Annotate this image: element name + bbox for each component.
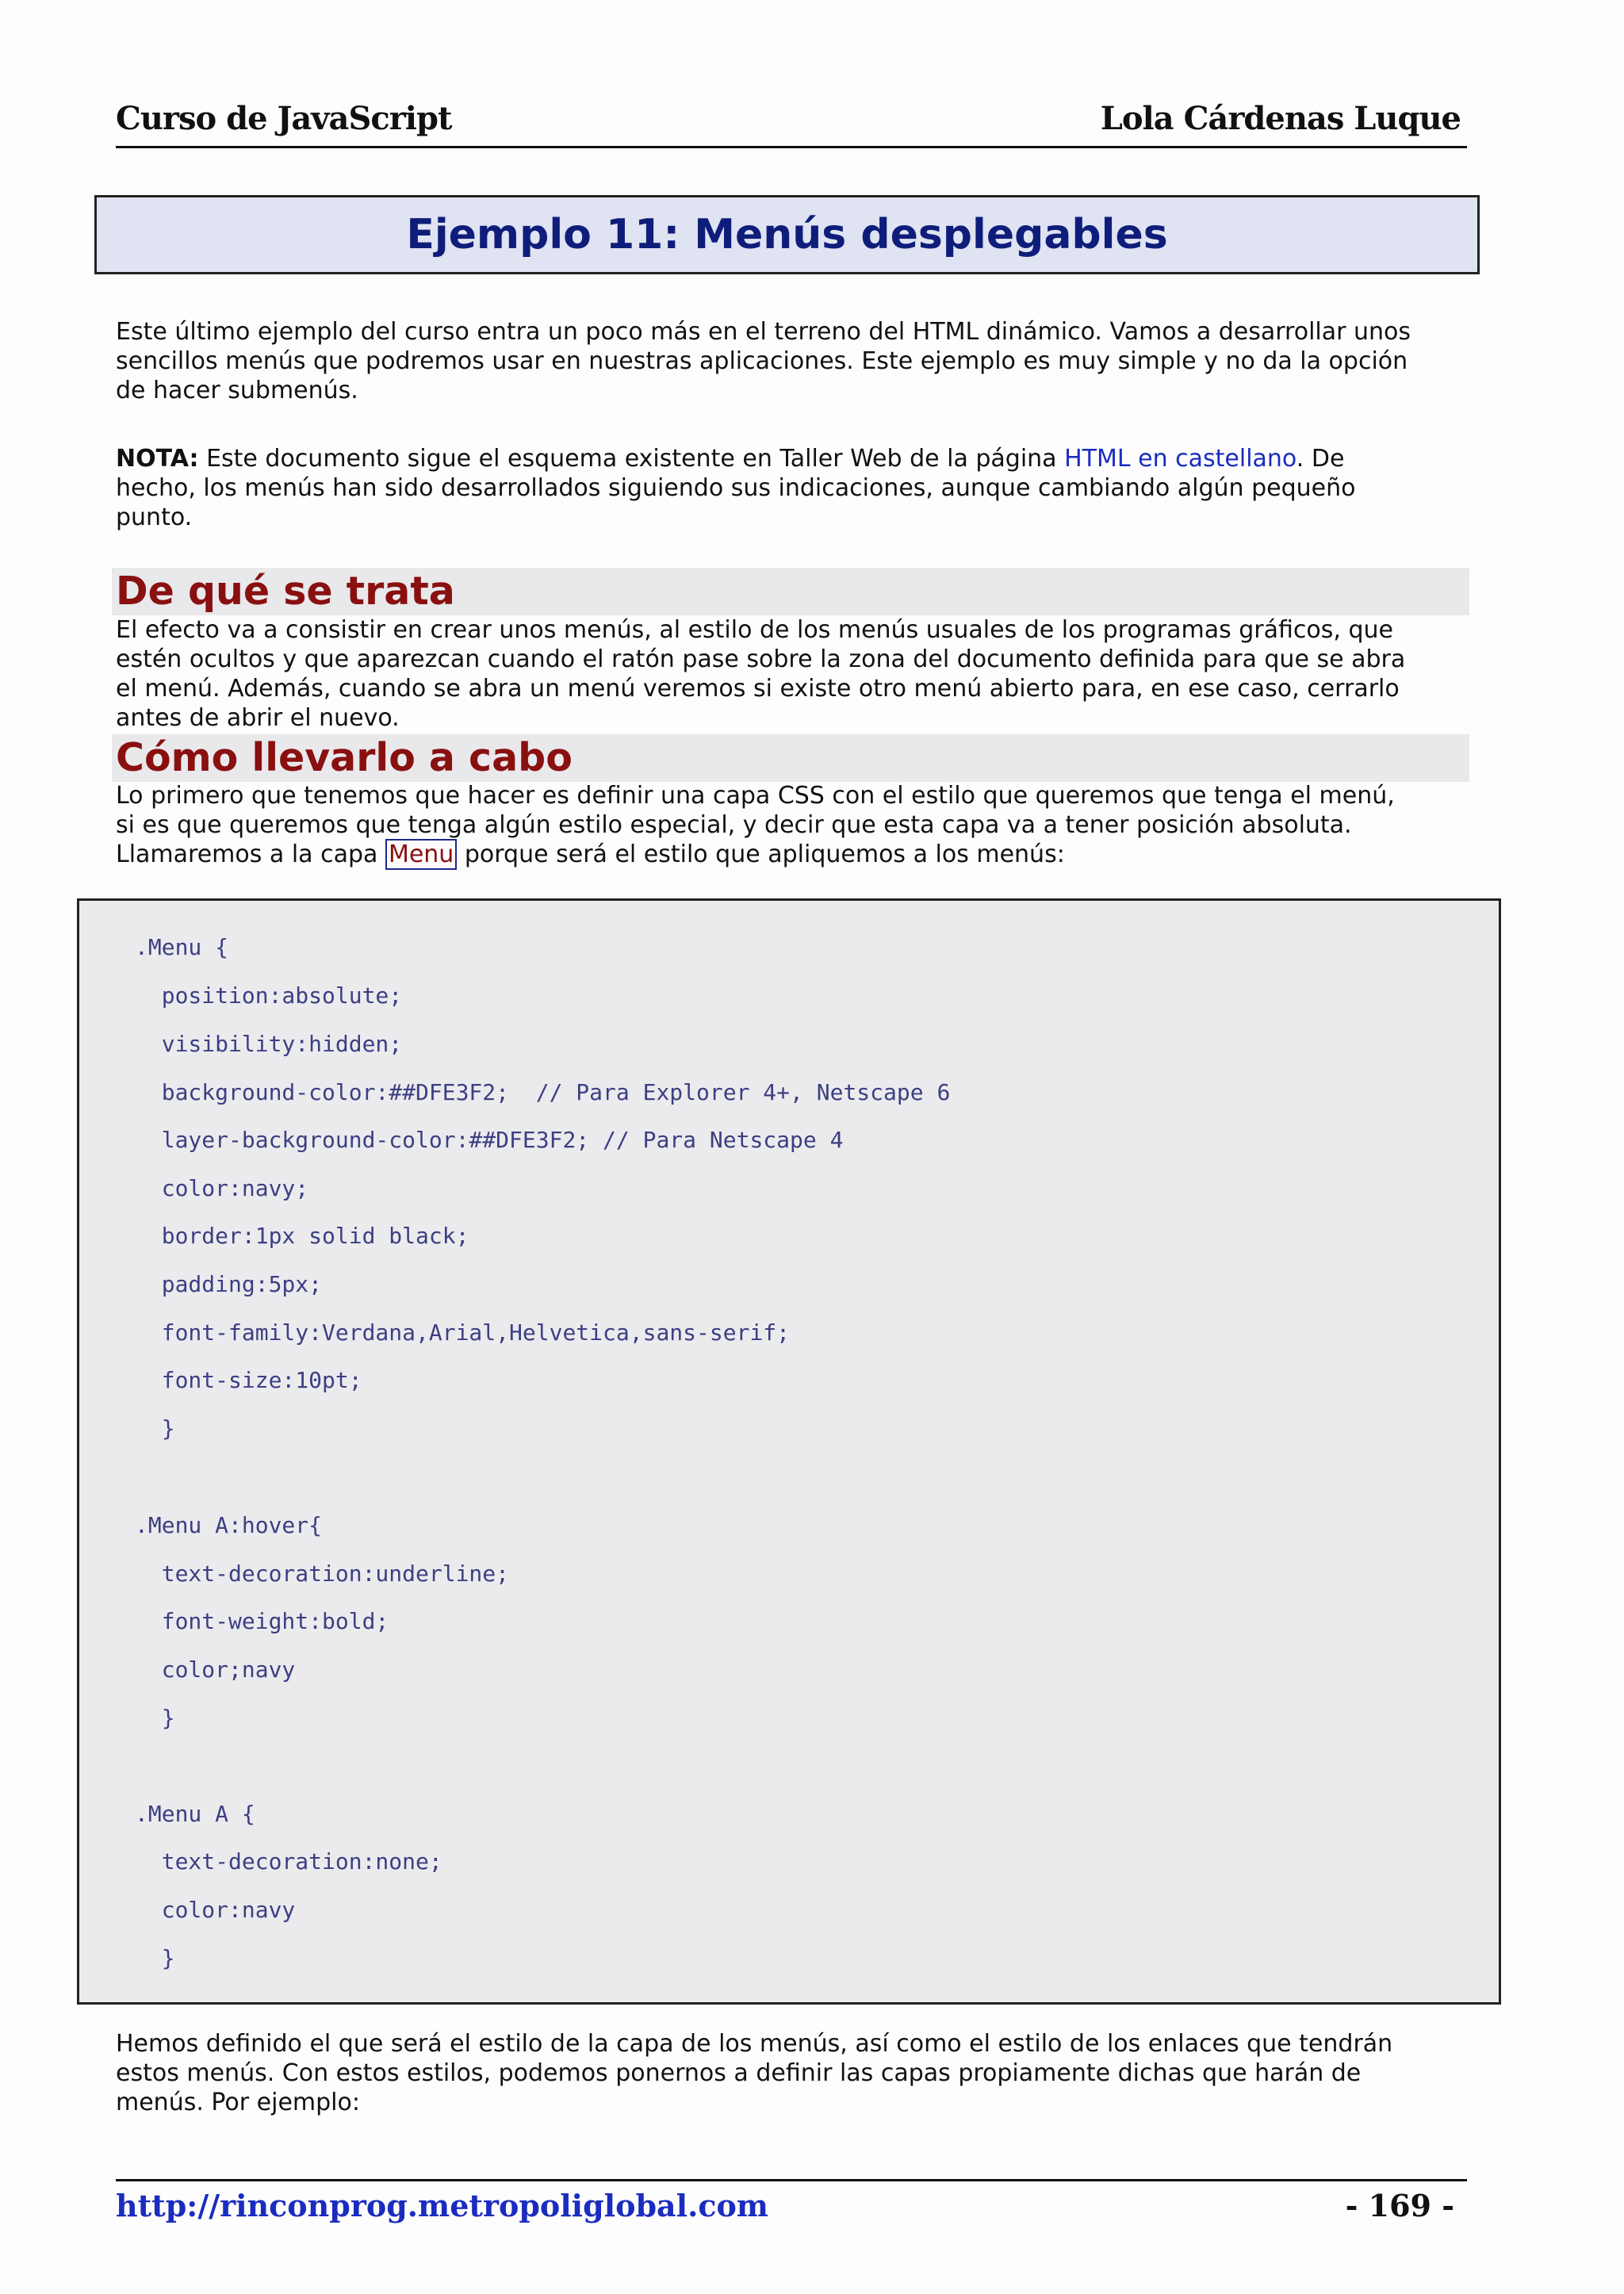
code-line: background-color:##DFE3F2; // Para Explorer 4+, Netscape 6 <box>135 1079 951 1105</box>
nota-text: Este documento sigue el esquema existente en Taller Web de la página <box>198 445 1065 473</box>
nota-line: punto. <box>116 504 193 531</box>
code-line: } <box>135 1415 175 1442</box>
intro-paragraph <box>116 317 1473 405</box>
section1-paragraph <box>116 615 1473 733</box>
section1-line: el menú. Además, cuando se abra un menú veremos si existe otro menú abierto para, en ese caso, cerrarlo <box>116 675 1400 703</box>
section1-line: antes de abrir el nuevo. <box>116 704 400 732</box>
code-line: text-decoration:underline; <box>135 1561 510 1587</box>
intro-line: sencillos menús que podremos usar en nuestras aplicaciones. Este ejemplo es muy simple y no da la opción <box>116 347 1408 375</box>
section2-text-after: porque será el estilo que apliquemos a los menús: <box>457 841 1065 868</box>
section-title-como-llevarlo: Cómo llevarlo a cabo <box>116 735 573 780</box>
example-title: Ejemplo 11: Menús desplegables <box>406 211 1168 259</box>
closing-paragraph <box>116 2029 1473 2117</box>
header-author: Lola Cárdenas Luque <box>1100 100 1461 137</box>
code-line: position:absolute; <box>135 982 403 1009</box>
section2-paragraph <box>116 781 1473 869</box>
example-title-box <box>94 195 1480 274</box>
nota-paragraph <box>116 444 1473 532</box>
nota-label: NOTA: <box>116 445 199 473</box>
page-number: - 169 - <box>1345 2188 1454 2223</box>
code-line: text-decoration:none; <box>135 1848 442 1875</box>
page-footer <box>116 2179 1467 2229</box>
code-line: layer-background-color:##DFE3F2; // Para Netscape 4 <box>135 1127 844 1153</box>
code-line: .Menu A { <box>135 1801 255 1827</box>
section2-line: Lo primero que tenemos que hacer es definir una capa CSS con el estilo que queremos que tenga el menú, <box>116 782 1395 810</box>
nota-line <box>116 444 1473 473</box>
code-line: padding:5px; <box>135 1271 323 1297</box>
nota-text-after: . De <box>1296 445 1345 473</box>
closing-line: Hemos definido el que será el estilo de la capa de los menús, así como el estilo de los enlaces que tendrán <box>116 2030 1393 2058</box>
footer-url-link[interactable]: http://rinconprog.metropoliglobal.com <box>116 2188 769 2223</box>
page-header <box>116 94 1467 148</box>
menu-class-reference: Menu <box>385 839 457 870</box>
section2-line: si es que queremos que tenga algún estilo especial, y decir que esta capa va a tener posición absoluta. <box>116 811 1352 839</box>
intro-line: de hacer submenús. <box>116 377 358 404</box>
section1-line: El efecto va a consistir en crear unos menús, al estilo de los menús usuales de los programas gráficos, que <box>116 616 1393 644</box>
code-line: font-size:10pt; <box>135 1367 362 1393</box>
code-line: .Menu A:hover{ <box>135 1512 323 1538</box>
code-line: font-weight:bold; <box>135 1608 389 1634</box>
code-line: color;navy <box>135 1656 296 1683</box>
code-line: font-family:Verdana,Arial,Helvetica,sans-serif; <box>135 1319 791 1346</box>
code-line: .Menu { <box>135 934 229 960</box>
code-line: } <box>135 1945 175 1971</box>
section1-line: estén ocultos y que aparezcan cuando el ratón pase sobre la zona del documento definida para que se abra <box>116 645 1406 673</box>
code-line: visibility:hidden; <box>135 1031 403 1057</box>
header-course-title: Curso de JavaScript <box>116 100 452 137</box>
code-line: color:navy; <box>135 1175 309 1201</box>
section2-line <box>116 840 1473 869</box>
section-title-de-que-se-trata: De qué se trata <box>116 569 455 614</box>
nota-line: hecho, los menús han sido desarrollados siguiendo sus indicaciones, aunque cambiando algún pequeño <box>116 474 1356 502</box>
intro-line: Este último ejemplo del curso entra un poco más en el terreno del HTML dinámico. Vamos a desarrollar unos <box>116 318 1411 346</box>
code-line: border:1px solid black; <box>135 1223 469 1249</box>
code-block <box>77 898 1501 2005</box>
html-castellano-link[interactable]: HTML en castellano <box>1064 445 1297 473</box>
closing-line: estos menús. Con estos estilos, podemos ponernos a definir las capas propiamente dichas que harán de <box>116 2059 1362 2087</box>
code-line: color:navy <box>135 1897 296 1923</box>
closing-line: menús. Por ejemplo: <box>116 2089 360 2116</box>
section2-text: Llamaremos a la capa <box>116 841 385 868</box>
code-line: } <box>135 1705 175 1731</box>
